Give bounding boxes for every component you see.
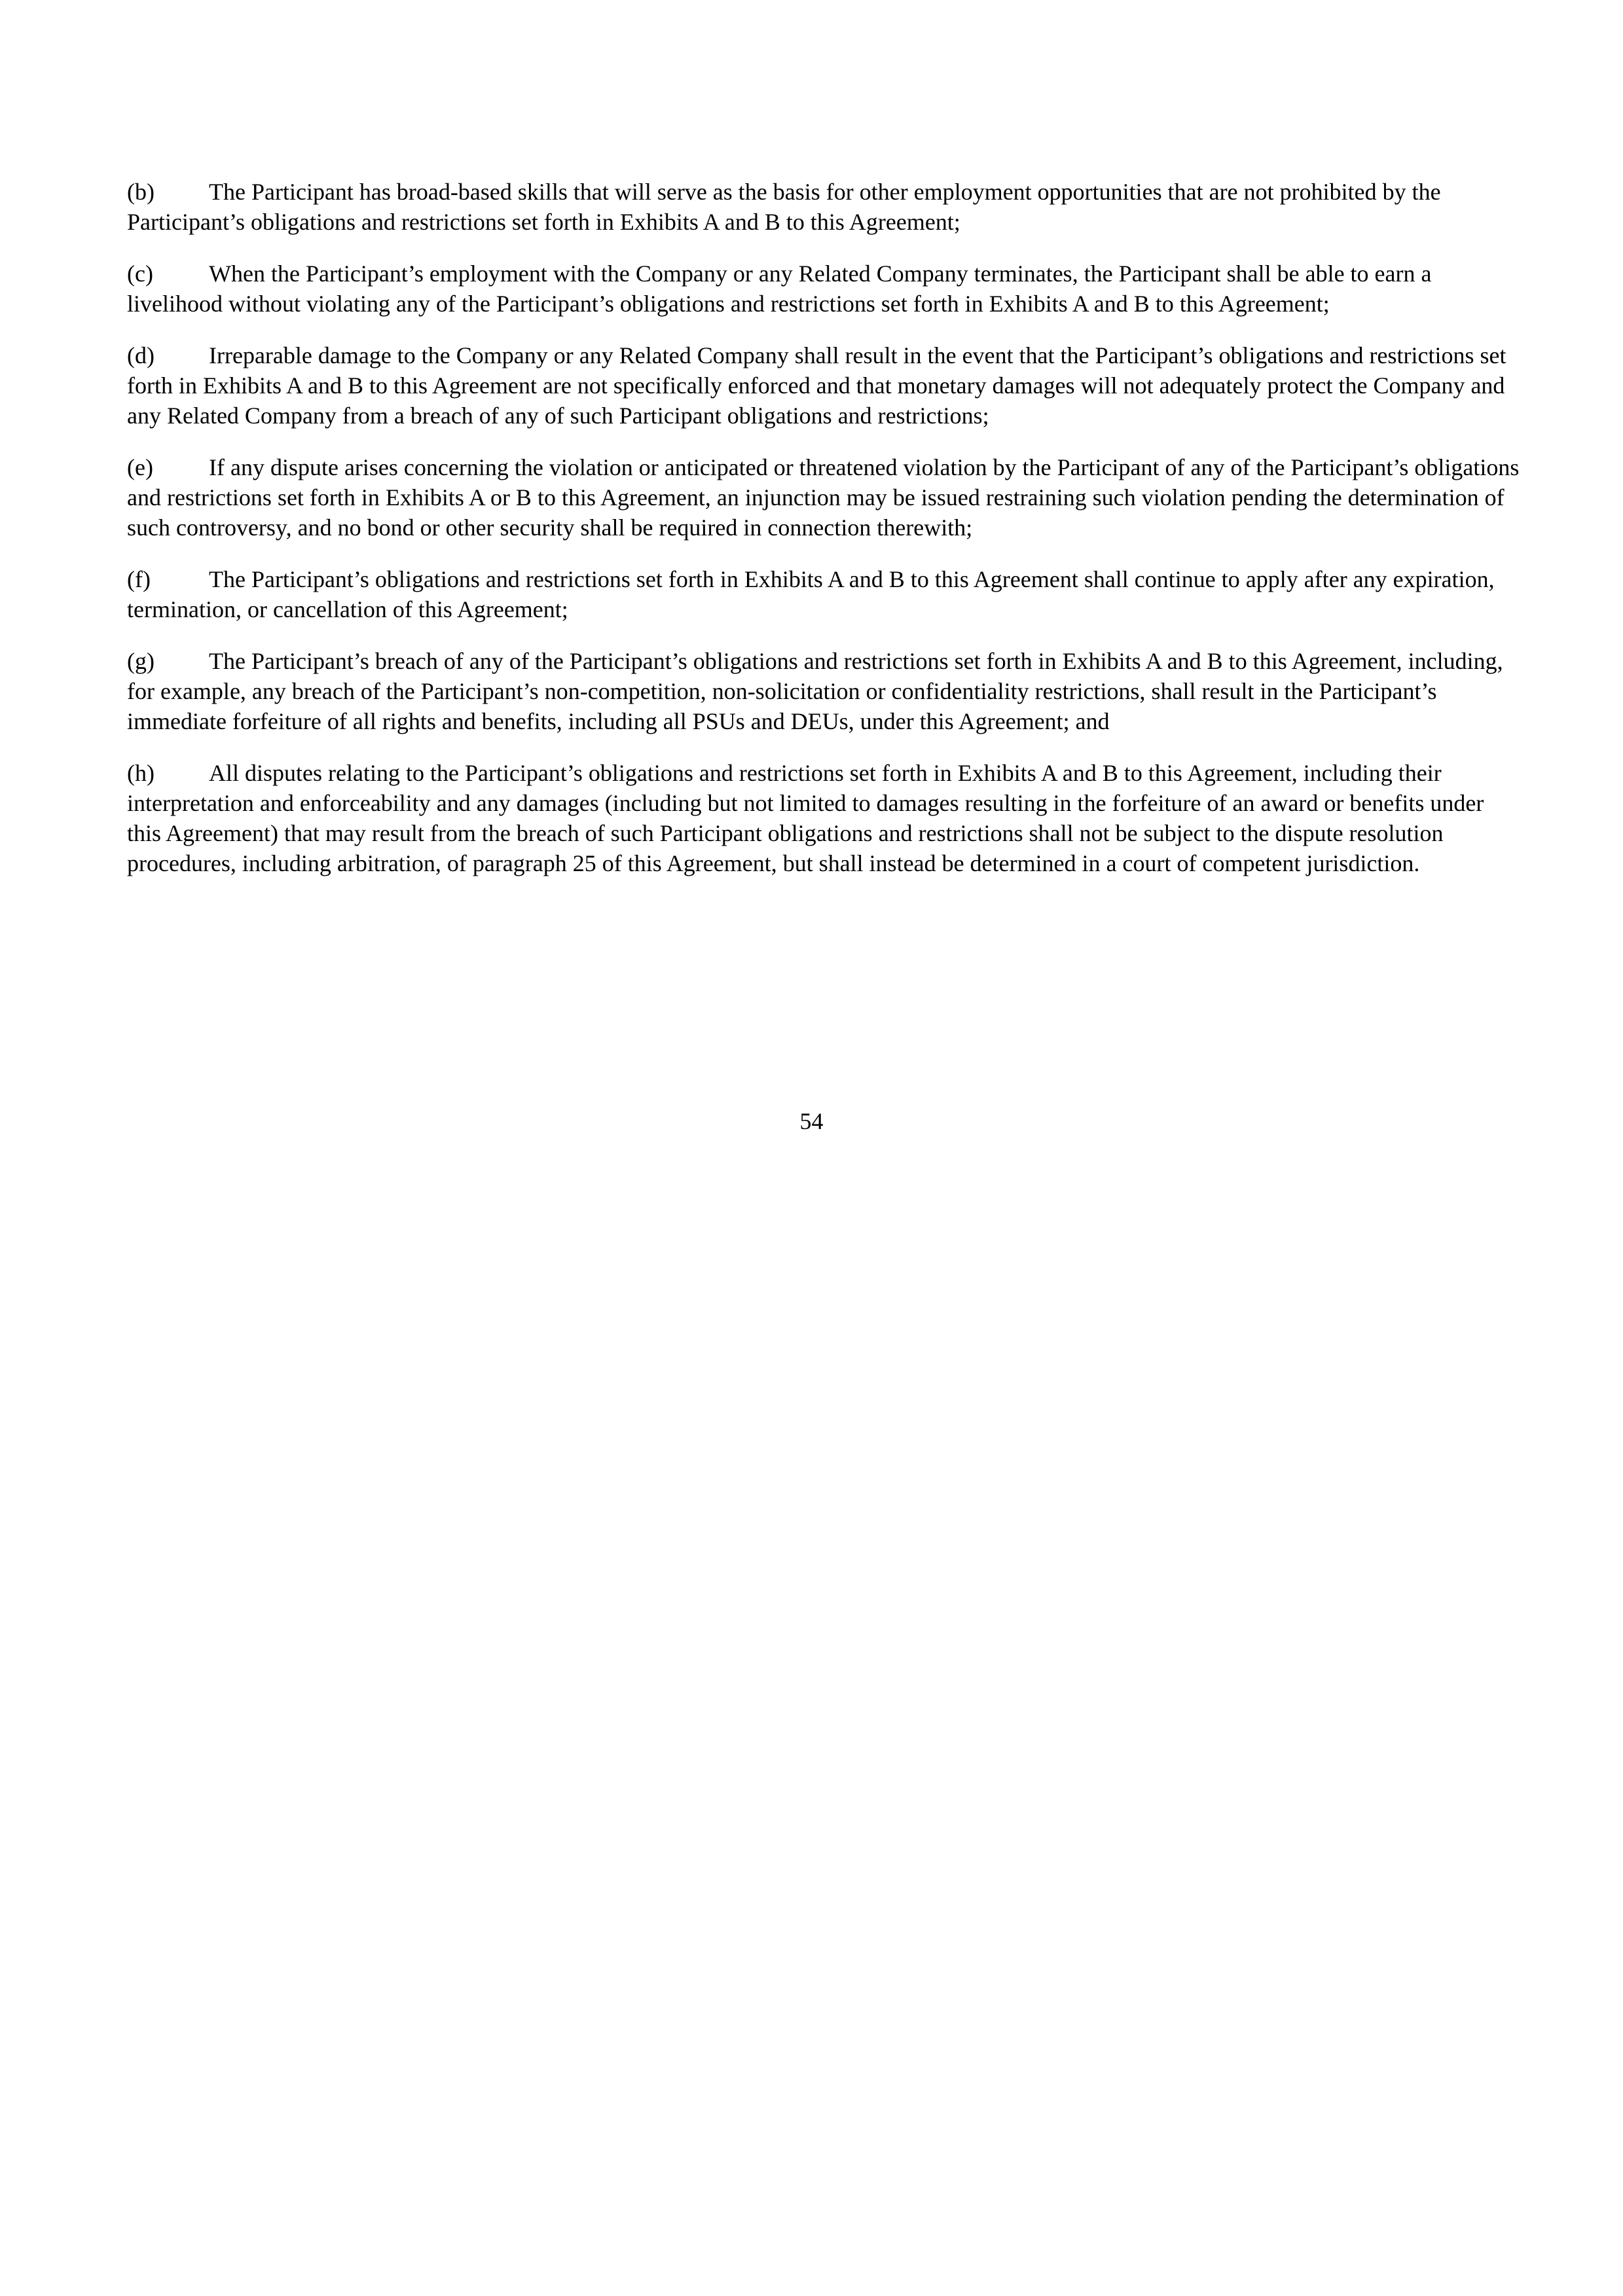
paragraph-label: (f)	[127, 566, 151, 592]
paragraph-h	[127, 758, 1522, 878]
paragraph-label: (e)	[127, 454, 153, 480]
paragraph-text: If any dispute arises concerning the violation or anticipated or threatened violation by the Participant of any of the Participant’s obligations and restrictions set forth in Exhibits A or B to this Agreement, an injunction may be issued restraining such violation pending the determination of such controversy, and no bond or other security shall be required in connection therewith;	[127, 454, 1520, 541]
paragraph-c	[127, 259, 1522, 319]
document-body	[127, 177, 1522, 900]
paragraph-d	[127, 340, 1522, 431]
paragraph-label: (h)	[127, 760, 155, 786]
paragraph-b	[127, 177, 1522, 237]
paragraph-f	[127, 564, 1522, 624]
paragraph-text: Irreparable damage to the Company or any Related Company shall result in the event that the Participant’s obligations and restrictions set forth in Exhibits A and B to this Agreement are not specifically enforced and that monetary damages will not adequately protect the Company and any Related Company from a breach of any of such Participant obligations and restrictions;	[127, 342, 1506, 429]
paragraph-text: The Participant’s obligations and restrictions set forth in Exhibits A and B to this Agreement shall continue to apply after any expiration, termination, or cancellation of this Agreement;	[127, 566, 1495, 622]
paragraph-label: (b)	[127, 179, 155, 205]
paragraph-text: All disputes relating to the Participant’s obligations and restrictions set forth in Exhibits A and B to this Agreement, including their interpretation and enforceability and any damages (including but not limited to damages resulting in the forfeiture of an award or benefits under this Agreement) that may result from the breach of such Participant obligations and restrictions shall not be subject to the dispute resolution procedures, including arbitration, of paragraph 25 of this Agreement, but shall instead be determined in a court of competent jurisdiction.	[127, 760, 1484, 876]
paragraph-e	[127, 452, 1522, 543]
paragraph-text: The Participant’s breach of any of the Participant’s obligations and restrictions set forth in Exhibits A and B to this Agreement, including, for example, any breach of the Participant’s non-competition, non-solicitation or confidentiality restrictions, shall result in the Participant’s immediate forfeiture of all rights and benefits, including all PSUs and DEUs, under this Agreement; and	[127, 648, 1503, 734]
page-number: 54	[799, 1108, 824, 1134]
paragraph-text: When the Participant’s employment with the Company or any Related Company terminates, the Participant shall be able to earn a livelihood without violating any of the Participant’s obligations and restrictions set forth in Exhibits A and B to this Agreement;	[127, 260, 1432, 317]
paragraph-text: The Participant has broad-based skills that will serve as the basis for other employment opportunities that are not prohibited by the Participant’s obligations and restrictions set forth in Exhibits A and B to this Agreement;	[127, 179, 1441, 235]
paragraph-label: (g)	[127, 648, 155, 674]
paragraph-label: (d)	[127, 342, 155, 368]
paragraph-g	[127, 646, 1522, 736]
paragraph-label: (c)	[127, 260, 153, 287]
